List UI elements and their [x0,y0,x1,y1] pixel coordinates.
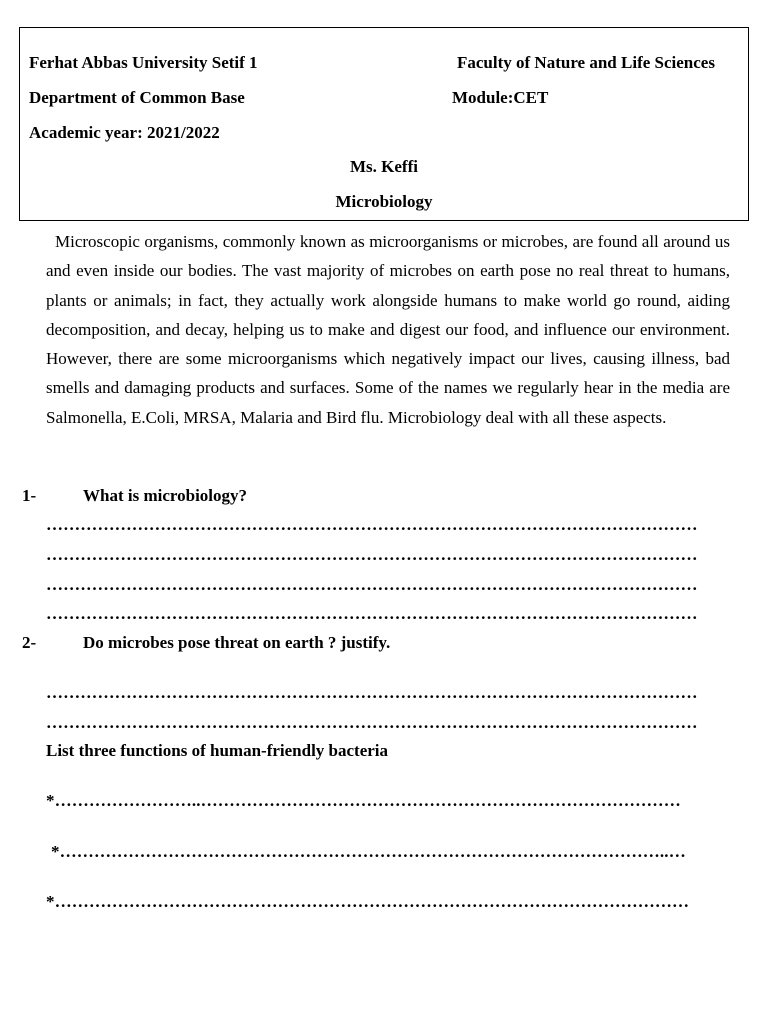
reading-passage: Microscopic organisms, commonly known as microorganisms or microbes, are found all around us and even inside our bodies. The vast majority of microbes on earth pose no real threat to humans, plants or animals; in fact, they actually work alongside humans to make world go round, aiding decomposition, and decay, helping us to make and digest our food, and influence our environment. However, there are some microorganisms which negatively impact our lives, causing illness, bad smells and damaging products and surfaces. Some of the names we regularly hear in the media are Salmonella, E.Coli, MRSA, Malaria and Bird flu. Microbiology deal with all these aspects. [46,232,730,427]
module-name: Module:CET [452,88,549,107]
answer-line[interactable]: …………………………………………………………………………………………………… [46,683,698,702]
bullet-answer-line[interactable]: *……………………………………………………………………………………………..… [51,842,686,861]
answer-line[interactable]: …………………………………………………………………………………………………… [46,515,698,534]
answer-line[interactable]: …………………………………………………………………………………………………… [46,575,698,594]
answer-line[interactable]: …………………………………………………………………………………………………… [46,545,698,564]
answer-line[interactable]: …………………………………………………………………………………………………… [46,604,698,623]
university-name: Ferhat Abbas University Setif 1 [29,53,258,72]
answer-line[interactable]: …………………………………………………………………………………………………… [46,713,698,732]
department-name: Department of Common Base [29,88,245,107]
bullet-answer-line[interactable]: *………………………………………………………………………………………………… [46,892,690,911]
teacher-name: Ms. Keffi [350,157,418,176]
subject-title: Microbiology [335,192,433,211]
question-1-text: What is microbiology? [83,486,248,505]
question-2-number: 2- [22,633,37,652]
academic-year: Academic year: 2021/2022 [29,123,220,142]
question-2-text: Do microbes pose threat on earth ? justify. [83,633,391,652]
question-1-number: 1- [22,486,37,505]
bullet-answer-line[interactable]: *……………………..………………………………………………………………………… [46,791,681,810]
task-3-heading: List three functions of human-friendly bacteria [46,741,389,760]
faculty-name: Faculty of Nature and Life Sciences [457,53,715,72]
